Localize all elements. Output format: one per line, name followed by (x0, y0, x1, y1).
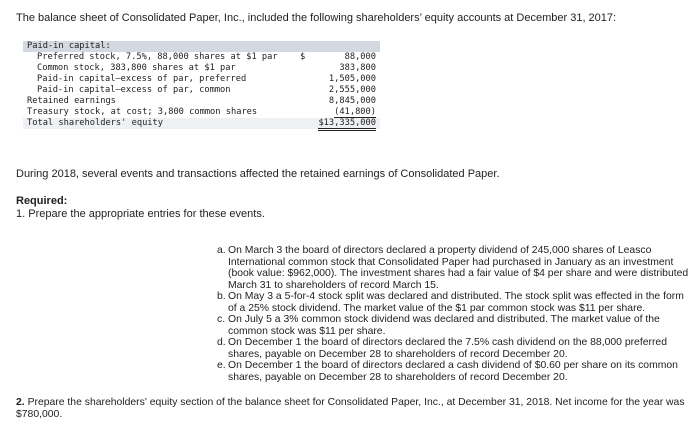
equity-table-heading: Paid-in capital: (23, 41, 380, 52)
row-label: Treasury stock, at cost; 3,800 common shares (27, 107, 258, 117)
events-list (217, 245, 695, 383)
required-2-number: 2. (16, 397, 25, 408)
list-marker: b. (217, 291, 226, 302)
list-text: On May 3 a 5-for-4 stock split was declared and distributed. The stock split was effected in the form of a 25% stock dividend. The market value of the $1 par common stock was $11 per share. (228, 291, 684, 314)
list-text: On March 3 the board of directors declared a property dividend of 245,000 shares of Leasco International common stock that Consolidated Paper had purchased in January as an investment (book value: $962,000). The investment shares had a fair value of $4 per share and were distributed March 31 to shareholders of record March 15. (228, 245, 689, 291)
required-item-2 (16, 397, 692, 421)
row-amount: (41,800) (334, 107, 376, 117)
table-row (23, 107, 380, 118)
row-label: Common stock, 383,800 shares at $1 par (37, 63, 236, 73)
list-marker: c. (217, 314, 226, 325)
row-label: Total shareholders' equity (27, 118, 163, 128)
equity-table (23, 41, 380, 129)
list-marker: a. (217, 245, 226, 256)
list-marker: e. (217, 360, 226, 371)
row-amount: 88,000 (344, 52, 376, 62)
paragraph-2018: During 2018, several events and transactions affected the retained earnings of Consolidated Paper. (16, 168, 500, 180)
row-amount: 8,845,000 (328, 96, 376, 106)
list-text: On December 1 the board of directors declared a cash dividend of $0.60 per share on its common shares, payable on December 28 to shareholders of record December 20. (228, 360, 678, 383)
list-item (217, 360, 695, 383)
row-currency: $ (300, 52, 306, 62)
table-row (23, 74, 380, 85)
table-row-total (23, 118, 380, 129)
list-marker: d. (217, 337, 226, 348)
list-item (217, 291, 695, 314)
table-row (23, 63, 380, 74)
intro-text: The balance sheet of Consolidated Paper, Inc., included the following shareholders’ equity accounts at December 31, 2017: (16, 12, 617, 24)
list-text: On July 5 a 3% common stock dividend was declared and distributed. The market value of the common stock was $11 per share. (228, 314, 660, 337)
table-row (23, 52, 380, 63)
list-item (217, 245, 695, 291)
row-label: Retained earnings (27, 96, 116, 106)
row-label: Paid-in capital—excess of par, common (37, 85, 231, 95)
required-heading: Required: (16, 195, 68, 207)
row-label: Paid-in capital—excess of par, preferred (37, 74, 247, 84)
table-row (23, 85, 380, 96)
row-amount: 1,505,000 (328, 74, 376, 84)
list-text: On December 1 the board of directors declared the 7.5% cash dividend on the 88,000 preferred shares, payable on December 28 to shareholders of record December 20. (228, 337, 667, 360)
row-amount: 2,555,000 (328, 85, 376, 95)
row-label: Preferred stock, 7.5%, 88,000 shares at $1 par (37, 52, 278, 62)
list-item (217, 337, 695, 360)
row-amount: $13,335,000 (314, 118, 380, 129)
required-2-text: Prepare the shareholders' equity section of the balance sheet for Consolidated Paper, Inc., at December 31, 2018. Net income for the year was $780,000. (16, 397, 685, 420)
list-item (217, 314, 695, 337)
table-row (23, 96, 380, 107)
row-amount: 383,800 (339, 63, 376, 73)
required-item-1: 1. Prepare the appropriate entries for these events. (16, 208, 265, 220)
